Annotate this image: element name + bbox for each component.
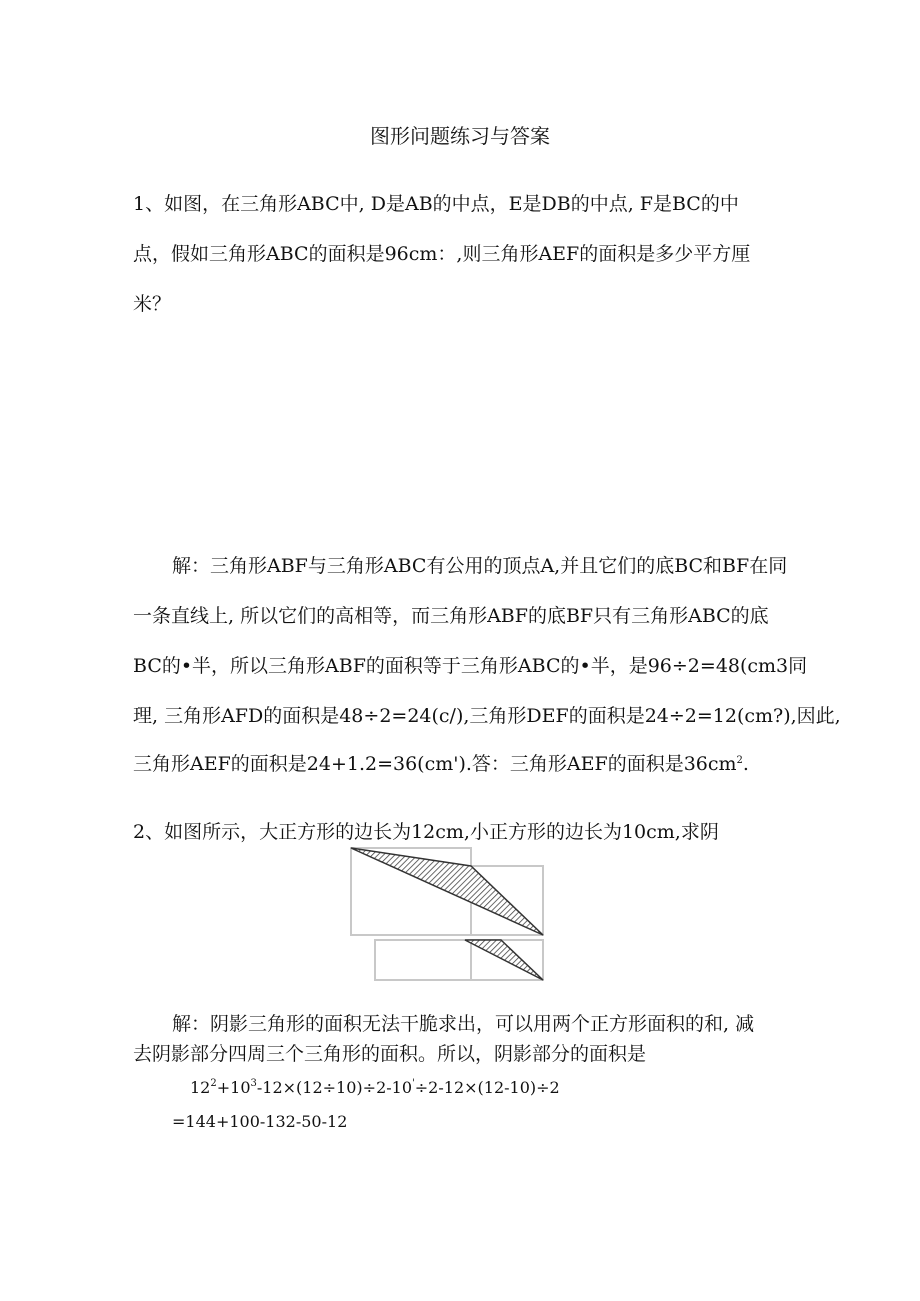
answer-1-line-4: 理, 三角形AFD的面积是48÷2=24(c∕),三角形DEF的面积是24÷2=12(cm?),因此, bbox=[133, 705, 841, 727]
answer-1-line-5-end: . bbox=[742, 753, 749, 775]
page-title: 图形问题练习与答案 bbox=[370, 124, 550, 148]
shaded-triangle bbox=[351, 848, 543, 935]
answer-1-line-3: BC的•半，所以三角形ABF的面积等于三角形ABC的•半，是96÷2=48(cm3同 bbox=[133, 655, 808, 677]
formula-part-4: ÷2-12×(12-10)÷2 bbox=[414, 1078, 560, 1097]
question-2-line-1: 2、如图所示，大正方形的边长为12cm,小正方形的边长为10cm,求阴 bbox=[133, 821, 719, 843]
answer-2-line-1: 解：阴影三角形的面积无法干脆求出，可以用两个正方形面积的和, 减 bbox=[172, 1013, 755, 1035]
answer-1-line-5-text: 三角形AEF的面积是24+1.2=36(cm').答：三角形AEF的面积是36cm bbox=[133, 753, 737, 775]
formula-line bbox=[190, 1076, 560, 1100]
upper-squares bbox=[351, 848, 543, 935]
answer-2-line-2: 去阴影部分四周三个三角形的面积。所以，阴影部分的面积是 bbox=[133, 1043, 647, 1065]
formula-exp-1: 2 bbox=[210, 1078, 217, 1089]
lower-shaded-triangle bbox=[465, 940, 543, 980]
answer-1-line-1: 解：三角形ABF与三角形ABC有公用的顶点A,并且它们的底BC和BF在同 bbox=[172, 555, 788, 577]
formula-part-2: +10 bbox=[216, 1078, 251, 1097]
answer-1-line-5 bbox=[133, 752, 749, 776]
lower-squares bbox=[375, 940, 543, 980]
answer-1-line-5-exponent: 2 bbox=[736, 755, 743, 766]
question-1-line-1: 1、如图，在三角形ABC中, D是AB的中点，E是DB的中点, F是BC的中 bbox=[133, 193, 739, 215]
lower-left-square-outline bbox=[375, 940, 471, 980]
question-1-line-3: 米？ bbox=[133, 293, 172, 315]
formula-result: =144+100-132-50-12 bbox=[172, 1112, 348, 1131]
formula-exp-2: 3 bbox=[250, 1078, 257, 1089]
formula-exp-3: ' bbox=[412, 1078, 415, 1089]
question-1-line-2: 点，假如三角形ABC的面积是96cm：,则三角形AEF的面积是多少平方厘 bbox=[133, 243, 751, 265]
formula-part-3: -12×(12÷10)÷2-10 bbox=[256, 1078, 413, 1097]
answer-1-line-2: 一条直线上, 所以它们的高相等，而三角形ABF的底BF只有三角形ABC的底 bbox=[133, 605, 769, 627]
squares-figure bbox=[345, 842, 550, 984]
formula-part-1: 12 bbox=[190, 1078, 211, 1097]
